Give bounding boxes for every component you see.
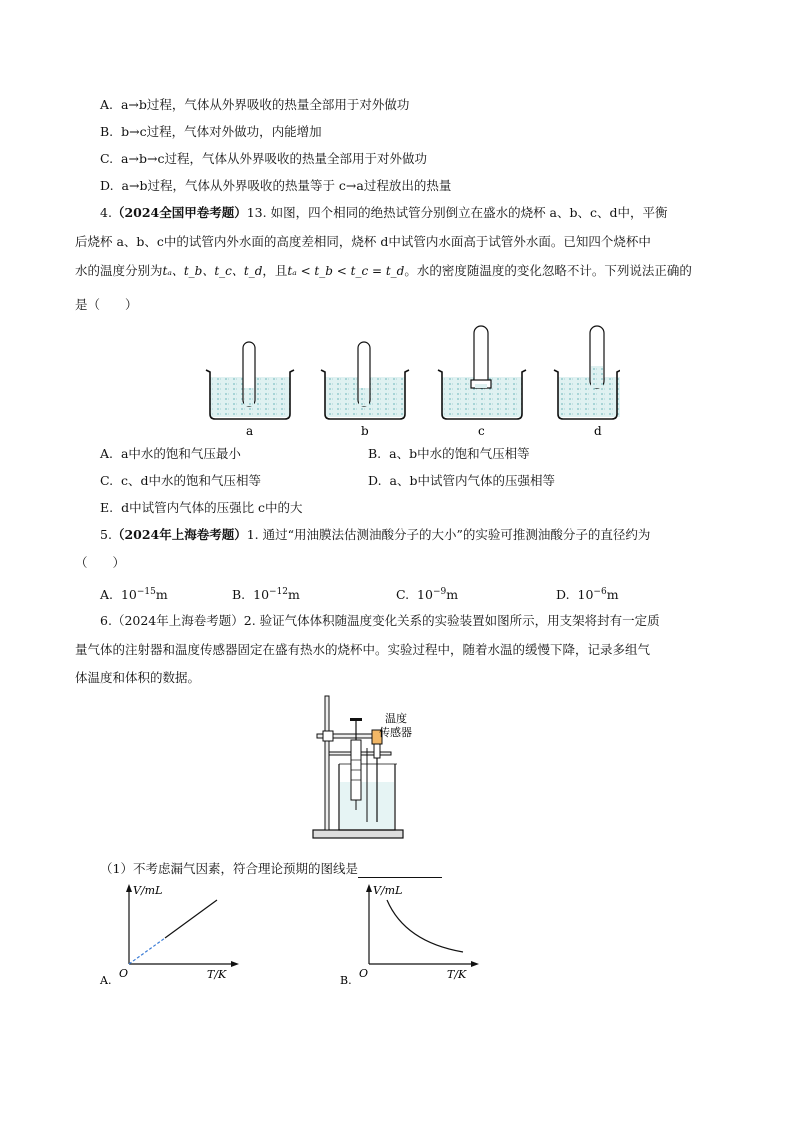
beaker-d — [554, 326, 620, 438]
graph-b-origin: O — [359, 967, 369, 980]
q5-option-d[interactable]: D. $10^{-6}m$ — [556, 587, 619, 603]
graph-a-ylabel: V/mL — [133, 884, 163, 897]
q5-stem-line2: （ ） — [75, 555, 126, 570]
q6-apparatus-figure — [305, 690, 435, 850]
q4-stem-line3: 水的温度分别为tₐ、t_b、t_c、t_d，且tₐ < t_b < t_c = t_d。水的密度随温度的变化忽略不计。下列说法正确的 — [75, 263, 692, 278]
q3-option-d[interactable]: D. a→b过程，气体从外界吸收的热量等于 c→a过程放出的热量 — [100, 178, 452, 193]
q6-stem-line1: 6.（2024年上海卷考题）2. 验证气体体积随温度变化关系的实验装置如图所示，用支架将封有一定质 — [100, 613, 660, 628]
q3-option-b[interactable]: B. b→c过程，气体对外做功，内能增加 — [100, 124, 322, 139]
beaker-d-label: d — [594, 424, 602, 438]
beaker-b — [321, 342, 409, 438]
graph-b-xlabel: T/K — [447, 968, 467, 981]
q4-stem-line4: 是（ ） — [75, 297, 138, 312]
beaker-a-label: a — [246, 424, 254, 438]
q3-option-a[interactable]: A. a→b过程，气体从外界吸收的热量全部用于对外做功 — [100, 97, 410, 112]
q5-option-b[interactable]: B. $10^{-12}m$ — [232, 587, 300, 603]
graph-b-ylabel: V/mL — [373, 884, 403, 897]
graph-a-origin: O — [119, 967, 129, 980]
q3-option-c[interactable]: C. a→b→c过程，气体从外界吸收的热量全部用于对外做功 — [100, 151, 427, 166]
q5-stem-line1: 5.（2024年上海卷考题）1. 通过“用油膜法估测油酸分子的大小”的实验可推测油酸分子的直径约为 — [100, 527, 651, 542]
graph-b-curve — [387, 900, 463, 952]
q4-stem-line1: 4.（2024全国甲卷考题）13. 如图，四个相同的绝热试管分别倒立在盛水的烧杯 a、b、c、d中，平衡 — [100, 205, 668, 220]
beaker-b-label: b — [361, 424, 369, 438]
graph-b — [335, 880, 485, 990]
q6-stem-line3: 体温度和体积的数据。 — [75, 670, 201, 685]
q5-option-a[interactable]: A. $10^{-15}m$ — [100, 587, 168, 603]
q4-option-c[interactable]: C. c、d中水的饱和气压相等 — [100, 473, 262, 488]
q4-option-d[interactable]: D. a、b中试管内气体的压强相等 — [368, 473, 555, 488]
graph-a-dashed-extension — [129, 938, 165, 964]
graph-a-label: A. — [100, 974, 112, 987]
q4-option-e[interactable]: E. d中试管内气体的压强比 c中的大 — [100, 500, 303, 515]
graph-a-xlabel: T/K — [207, 968, 227, 981]
q4-option-b[interactable]: B. a、b中水的饱和气压相等 — [368, 446, 530, 461]
q4-option-a[interactable]: A. a中水的饱和气压最小 — [100, 446, 241, 461]
beaker-a — [206, 342, 294, 438]
graph-a-line — [165, 900, 217, 938]
sensor-label-line2: 传感器 — [379, 726, 412, 739]
q5-option-c[interactable]: C. $10^{-9}m$ — [396, 587, 459, 603]
answer-blank[interactable] — [358, 864, 442, 878]
graph-b-label: B. — [340, 974, 352, 987]
beaker-c — [438, 326, 526, 438]
sensor-label-line1: 温度 — [385, 712, 407, 725]
beaker-c-label: c — [478, 424, 485, 438]
q6-stem-line2: 量气体的注射器和温度传感器固定在盛有热水的烧杯中。实验过程中，随着水温的缓慢下降，记录多组气 — [75, 642, 651, 657]
q4-stem-line2: 后烧杯 a、b、c中的试管内外水面的高度差相同，烧杯 d中试管内水面高于试管外水面。已知四个烧杯中 — [75, 234, 651, 249]
q6-sub1: （1）不考虑漏气因素，符合理论预期的图线是 — [100, 860, 442, 878]
q4-beakers-figure — [200, 322, 620, 440]
graph-a — [95, 880, 245, 990]
